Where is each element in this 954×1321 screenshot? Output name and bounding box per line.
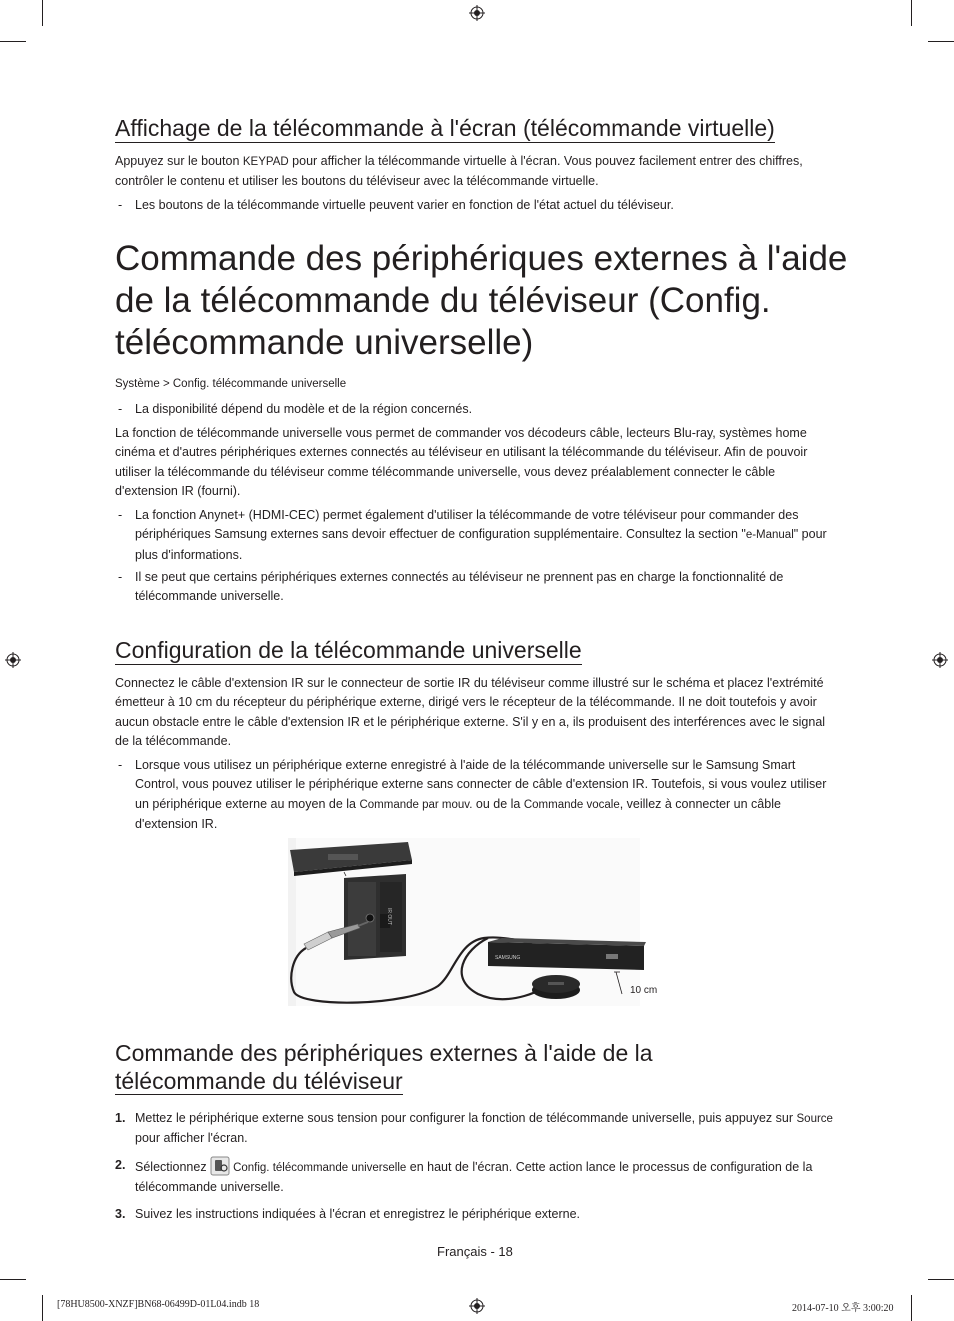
paragraph-universal-remote: La fonction de télécommande universelle vous permet de commander vos décodeurs câble, lecteurs Blu-ray, systèmes home cinéma et d'autres périphériques externes connectés au téléviseur en utilisant la télécommande du téléviseur. Afin de pouvoir utiliser la télécommande du téléviseur comme télécommande universelle, vous devez préalablement connecter le câble d'extension IR (fourni).: [115, 426, 808, 498]
crop-mark: [928, 1279, 954, 1280]
step-1: 1. Mettez le périphérique externe sous tension pour configurer la fonction de télécommande universelle, puis appuyez sur Source pour afficher l'écran.: [115, 1111, 833, 1146]
crop-mark: [928, 41, 954, 42]
svg-text:IR OUT: IR OUT: [386, 908, 392, 925]
step-2: 2. Sélectionnez Config. télécommande universelle en haut de l'écran. Cette action lance le processus de configuration de la télécommande universelle.: [115, 1158, 813, 1195]
imprint-file: [78HU8500-XNZF]BN68-06499D-01L04.indb 18: [57, 1299, 260, 1310]
registration-mark-icon: [932, 652, 948, 668]
crop-mark: [42, 1295, 43, 1321]
paragraph-configuration: Connectez le câble d'extension IR sur le connecteur de sortie IR du téléviseur comme illustré sur le schéma et placez l'extrémité émetteur à 10 cm du récepteur du périphérique externe, dirigé vers le récepteur de la télécommande. Il ne doit toutefois y avoir aucun obstacle entre le câble d'extension IR et le périphérique externe. S'il y en a, ils produisent des interférences avec le signal de la télécommande.: [115, 676, 826, 748]
crop-mark: [911, 1295, 912, 1321]
note-virtual-remote: - Les boutons de la télécommande virtuelle peuvent varier en fonction de l'état actuel du téléviseur.: [118, 198, 674, 212]
note-availability: - La disponibilité dépend du modèle et de la région concernés.: [118, 402, 473, 416]
crop-mark: [0, 41, 26, 42]
universal-remote-setup-icon: [210, 1156, 230, 1176]
registration-mark-icon: [469, 5, 485, 21]
note-smart-control: - Lorsque vous utilisez un périphérique externe enregistré à l'aide de la télécommande universelle sur le Samsung Smart Control, vous pouvez utiliser le périphérique externe sans connecter de câble d'extension IR. Toutefois, si vous voulez utiliser un périphérique externe au moyen de la Commande par mouv. ou de la Commande vocale, veillez à connecter un câble d'extension IR.: [118, 758, 827, 831]
registration-mark-icon: [469, 1298, 485, 1314]
distance-label: 10 cm: [630, 985, 658, 996]
ir-cable-connection-diagram: [288, 838, 658, 1008]
section-heading-control-external: Commande des périphériques externes à l'aide de la télécommande du téléviseur: [115, 1040, 653, 1094]
crop-mark: [0, 1279, 26, 1280]
chapter-title-universal-remote: Commande des périphériques externes à l'aide de la télécommande du téléviseur (Config. télécommande universelle): [115, 239, 848, 362]
section-heading-configuration: Configuration de la télécommande universelle: [115, 637, 582, 663]
step-3: 3. Suivez les instructions indiquées à l'écran et enregistrez le périphérique externe.: [115, 1207, 580, 1221]
crop-mark: [42, 0, 43, 26]
crop-mark: [911, 0, 912, 26]
note-anynet: - La fonction Anynet+ (HDMI-CEC) permet également d'utiliser la télécommande de votre téléviseur pour commander des périphériques Samsung externes sans devoir effectuer de configuration supplémentaire. Consultez la section "e-Manual" pour plus d'informations.: [118, 508, 827, 562]
imprint-timestamp: 2014-07-10 오후 3:00:20: [792, 1303, 894, 1314]
paragraph-virtual-remote: Appuyez sur le bouton KEYPAD pour afficher la télécommande virtuelle à l'écran. Vous pouvez facilement entrer des chiffres, contrôler le contenu et utiliser les boutons du téléviseur avec la télécommande virtuelle.: [115, 154, 803, 189]
registration-mark-icon: [5, 652, 21, 668]
device-brand-label: SAMSUNG: [495, 955, 521, 961]
keypad-key: KEYPAD: [242, 156, 289, 168]
note-compatibility: - Il se peut que certains périphériques externes connectés au téléviseur ne prennent pas en charge la fonctionnalité de télécommande universelle.: [118, 570, 784, 604]
menu-path: Système > Config. télécommande universelle: [115, 378, 347, 390]
section-heading-virtual-remote: Affichage de la télécommande à l'écran (télécommande virtuelle): [115, 115, 775, 141]
